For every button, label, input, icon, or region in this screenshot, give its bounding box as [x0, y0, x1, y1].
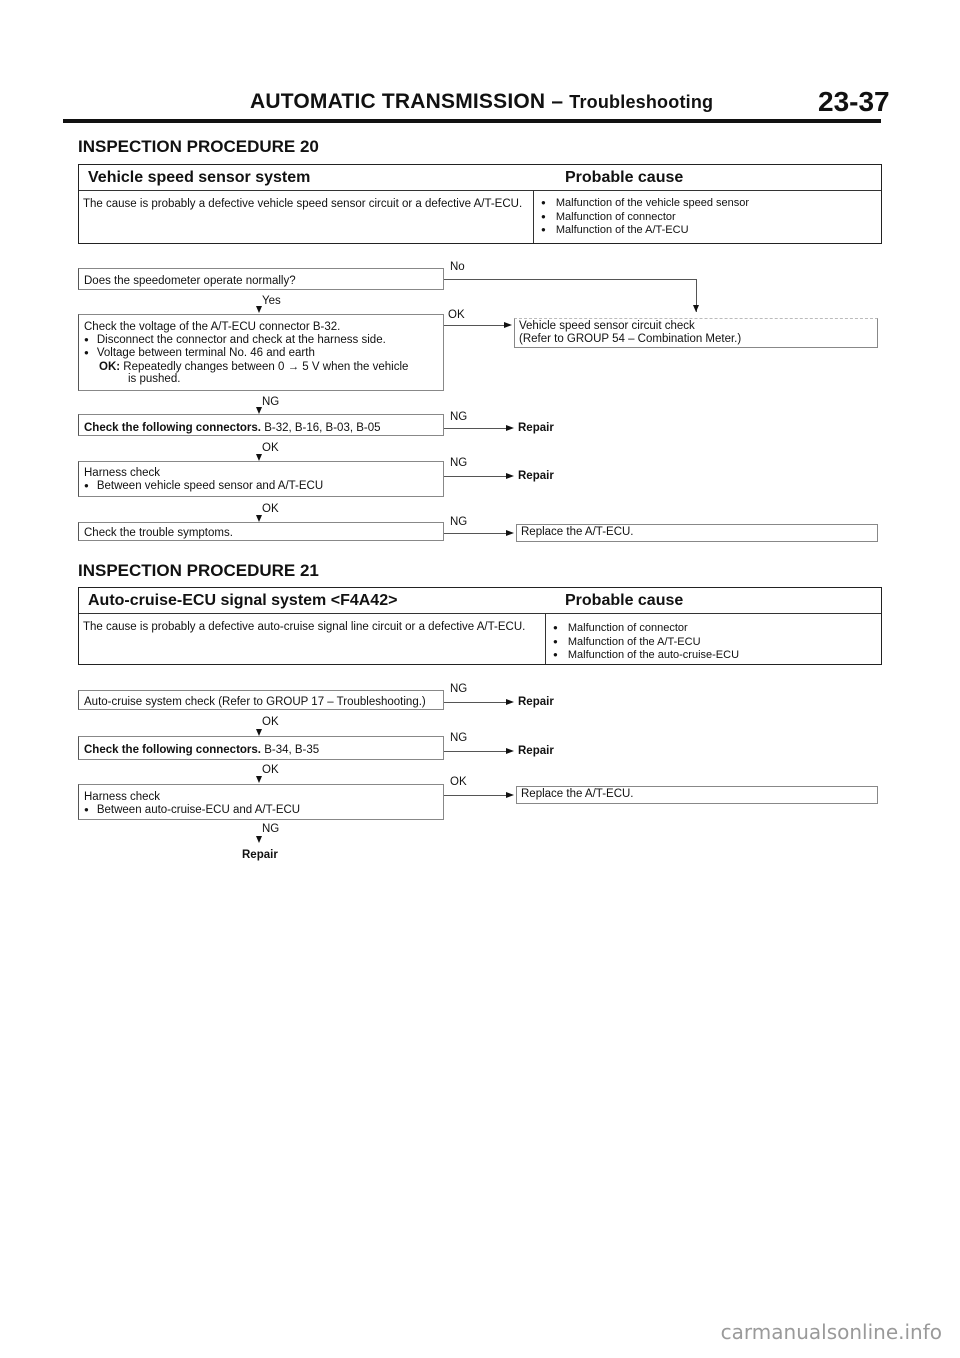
arrow-down-icon: [256, 776, 262, 783]
arrow-down-icon: [256, 515, 262, 522]
ng-label: NG: [450, 732, 468, 744]
step-item: ● Voltage between terminal No. 46 and earth: [84, 347, 440, 361]
step-harness-check: [78, 461, 444, 497]
vss-check-text: Vehicle speed sensor circuit check: [519, 320, 695, 332]
table-column-divider: [545, 613, 546, 664]
ok-condition-text: Repeatedly changes between 0 → 5 V when the vehicle: [123, 360, 409, 373]
probable-cause-list: [541, 197, 749, 238]
procedure-20-title: INSPECTION PROCEDURE 20: [78, 137, 319, 156]
arrow-down-icon: [256, 836, 262, 843]
connector-line: [444, 795, 506, 796]
ng-label: NG: [262, 823, 280, 835]
procedure-20-table: [78, 164, 882, 244]
arrow-down-icon: [256, 729, 262, 736]
step-connector-check: [78, 414, 444, 436]
section-title: AUTOMATIC TRANSMISSION: [250, 90, 546, 113]
arrow-down-icon: [256, 454, 262, 461]
cause-item: ● Malfunction of the A/T-ECU: [541, 224, 749, 238]
header-dash: –: [545, 90, 570, 113]
arrow-right-icon: [506, 699, 514, 705]
connector-line: [444, 476, 506, 477]
step-harness-check: [78, 784, 444, 820]
step-title: Harness check: [84, 791, 161, 803]
probable-cause-header: Probable cause: [565, 169, 684, 186]
connector-list: B-34, B-35: [261, 744, 320, 756]
ok-label: OK: [262, 764, 279, 776]
step-title: Harness check: [84, 467, 161, 479]
step-text: Check the trouble symptoms.: [84, 527, 233, 539]
step-title: Check the voltage of the A/T-ECU connector B-32.: [84, 321, 341, 333]
table-divider: [79, 190, 881, 191]
table-divider: [79, 613, 881, 614]
arrow-down-icon: [256, 407, 262, 414]
procedure-21-table: [78, 587, 882, 665]
procedure-21-title: INSPECTION PROCEDURE 21: [78, 561, 319, 580]
section-subtitle: Troubleshooting: [569, 92, 714, 112]
connector-line: [444, 533, 506, 534]
replace-ecu-box: [516, 786, 878, 804]
step-trouble-symptoms: [78, 522, 444, 541]
vss-reference: (Refer to GROUP 54 – Combination Meter.): [519, 332, 742, 345]
replace-text: Replace the A/T-ECU.: [521, 526, 634, 538]
connector-line: [444, 702, 506, 703]
step-auto-cruise-check: [78, 690, 444, 710]
ok-condition-text-2: is pushed.: [128, 373, 181, 385]
table-name: Vehicle speed sensor system: [88, 169, 311, 186]
replace-text: Replace the A/T-ECU.: [521, 788, 634, 800]
step-item: ● Between vehicle speed sensor and A/T-ECU: [84, 480, 440, 494]
ng-label: NG: [262, 396, 280, 408]
arrow-right-icon: [506, 530, 514, 536]
page-number: 23-37: [818, 86, 890, 117]
ok-label: OK: [262, 503, 279, 515]
ng-label: NG: [450, 457, 468, 469]
repair-result: Repair: [518, 470, 554, 482]
ok-label: OK: [448, 309, 465, 321]
no-label: No: [450, 261, 465, 273]
step-voltage-check: [78, 314, 444, 391]
ok-label: OK: [262, 716, 279, 728]
step-speedometer-question: [78, 268, 444, 290]
cause-item: ● Malfunction of connector: [541, 211, 749, 225]
header-rule: [63, 119, 881, 123]
step-title: Check the following connectors.: [84, 422, 261, 434]
step-item: ● Between auto-cruise-ECU and A/T-ECU: [84, 804, 440, 818]
arrow-right-icon: [504, 322, 512, 328]
table-name: Auto-cruise-ECU signal system <F4A42>: [88, 592, 398, 609]
arrow-right-icon: [506, 792, 514, 798]
probable-cause-list: [553, 622, 739, 663]
cause-item: ● Malfunction of connector: [553, 622, 739, 636]
connector-line: [444, 751, 506, 752]
step-list: [84, 804, 440, 818]
step-list: [84, 334, 440, 361]
step-title: Check the following connectors.: [84, 744, 261, 756]
ok-label: OK: [262, 442, 279, 454]
watermark: carmanualsonline.info: [720, 1320, 942, 1344]
table-column-divider: [533, 190, 534, 243]
arrow-right-icon: [506, 473, 514, 479]
ng-label: NG: [450, 411, 468, 423]
probable-cause-header: Probable cause: [565, 592, 684, 609]
ok-label: OK: [450, 776, 467, 788]
repair-result: Repair: [242, 849, 278, 861]
arrow-right-icon: [506, 748, 514, 754]
cause-item: ● Malfunction of the auto-cruise-ECU: [553, 649, 739, 663]
connector-line: [444, 279, 696, 280]
connector-list: B-32, B-16, B-03, B-05: [261, 422, 381, 434]
yes-label: Yes: [262, 295, 281, 307]
arrow-down-icon: [693, 305, 699, 312]
step-list: [84, 480, 440, 494]
repair-result: Repair: [518, 422, 554, 434]
step-connector-check: [78, 736, 444, 760]
cause-description: The cause is probably a defective auto-cruise signal line circuit or a defective A/T-ECU.: [83, 621, 526, 633]
connector-line: [444, 428, 506, 429]
vehicle-speed-sensor-check-box: [514, 318, 878, 348]
arrow-down-icon: [256, 306, 262, 313]
cause-item: ● Malfunction of the A/T-ECU: [553, 636, 739, 650]
ok-condition-label: OK:: [99, 360, 121, 373]
arrow-right-icon: [506, 425, 514, 431]
connector-line: [444, 325, 504, 326]
step-item: ● Disconnect the connector and check at the harness side.: [84, 334, 440, 348]
step-text: Auto-cruise system check (Refer to GROUP 17 – Troubleshooting.): [84, 696, 426, 708]
ng-label: NG: [450, 683, 468, 695]
repair-result: Repair: [518, 696, 554, 708]
ng-label: NG: [450, 516, 468, 528]
section-header: [250, 90, 713, 114]
ok-condition: [84, 361, 440, 374]
cause-item: ● Malfunction of the vehicle speed sensor: [541, 197, 749, 211]
cause-description: The cause is probably a defective vehicle speed sensor circuit or a defective A/T-ECU.: [83, 198, 523, 210]
repair-result: Repair: [518, 745, 554, 757]
step-text: Does the speedometer operate normally?: [84, 275, 296, 287]
replace-ecu-box: [516, 524, 878, 542]
